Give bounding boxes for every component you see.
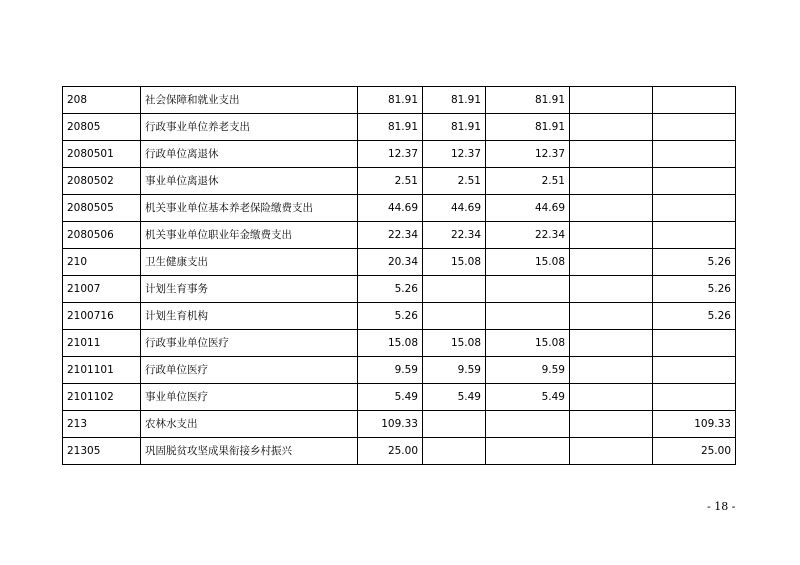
amount-cell-3: 22.34 [486,222,570,249]
amount-cell-2: 9.59 [423,357,486,384]
amount-cell-2 [423,438,486,465]
total-cell: 15.08 [358,330,423,357]
total-cell: 20.34 [358,249,423,276]
amount-cell-2: 44.69 [423,195,486,222]
amount-cell-4 [570,357,653,384]
page-number: - 18 - [707,500,736,513]
total-cell: 5.26 [358,276,423,303]
function-name-cell: 计划生育机构 [141,303,358,330]
amount-cell-3 [486,276,570,303]
table-row [63,438,736,465]
amount-cell-4 [570,438,653,465]
function-code-cell: 2080505 [63,195,141,222]
amount-cell-2: 12.37 [423,141,486,168]
amount-cell-5 [653,195,736,222]
amount-cell-4 [570,384,653,411]
amount-cell-5 [653,87,736,114]
function-code-cell: 2100716 [63,303,141,330]
amount-cell-5: 109.33 [653,411,736,438]
amount-cell-2: 5.49 [423,384,486,411]
table-row [63,114,736,141]
total-cell: 9.59 [358,357,423,384]
function-code-cell: 2080506 [63,222,141,249]
amount-cell-5 [653,114,736,141]
amount-cell-3: 2.51 [486,168,570,195]
function-name-cell: 计划生育事务 [141,276,358,303]
function-name-cell: 行政事业单位养老支出 [141,114,358,141]
function-code-cell: 21011 [63,330,141,357]
amount-cell-4 [570,114,653,141]
total-cell: 81.91 [358,87,423,114]
table-row [63,249,736,276]
function-name-cell: 行政事业单位医疗 [141,330,358,357]
amount-cell-3: 81.91 [486,87,570,114]
function-name-cell: 行政单位医疗 [141,357,358,384]
function-name-cell: 行政单位离退休 [141,141,358,168]
function-name-cell: 事业单位离退休 [141,168,358,195]
total-cell: 22.34 [358,222,423,249]
amount-cell-4 [570,249,653,276]
table-row [63,330,736,357]
amount-cell-3 [486,438,570,465]
total-cell: 5.26 [358,303,423,330]
amount-cell-3: 15.08 [486,330,570,357]
amount-cell-3: 12.37 [486,141,570,168]
amount-cell-5 [653,168,736,195]
amount-cell-3: 81.91 [486,114,570,141]
amount-cell-5 [653,384,736,411]
amount-cell-3: 5.49 [486,384,570,411]
function-name-cell: 事业单位医疗 [141,384,358,411]
amount-cell-2: 15.08 [423,249,486,276]
amount-cell-4 [570,276,653,303]
amount-cell-2: 15.08 [423,330,486,357]
table-body [63,87,736,465]
function-name-cell: 巩固脱贫攻坚成果衔接乡村振兴 [141,438,358,465]
amount-cell-4 [570,195,653,222]
amount-cell-4 [570,141,653,168]
amount-cell-2 [423,276,486,303]
amount-cell-4 [570,330,653,357]
table-row [63,411,736,438]
amount-cell-2: 2.51 [423,168,486,195]
amount-cell-2: 81.91 [423,87,486,114]
total-cell: 25.00 [358,438,423,465]
total-cell: 5.49 [358,384,423,411]
function-code-cell: 2080502 [63,168,141,195]
amount-cell-3 [486,411,570,438]
amount-cell-4 [570,411,653,438]
table-row [63,141,736,168]
amount-cell-3: 15.08 [486,249,570,276]
function-code-cell: 208 [63,87,141,114]
function-code-cell: 21305 [63,438,141,465]
function-name-cell: 社会保障和就业支出 [141,87,358,114]
amount-cell-5: 5.26 [653,276,736,303]
table-row [63,384,736,411]
amount-cell-4 [570,222,653,249]
function-code-cell: 2101102 [63,384,141,411]
function-code-cell: 2080501 [63,141,141,168]
amount-cell-2 [423,303,486,330]
table-row [63,87,736,114]
total-cell: 2.51 [358,168,423,195]
function-name-cell: 机关事业单位基本养老保险缴费支出 [141,195,358,222]
function-code-cell: 213 [63,411,141,438]
amount-cell-5 [653,222,736,249]
amount-cell-2: 22.34 [423,222,486,249]
function-name-cell: 卫生健康支出 [141,249,358,276]
total-cell: 12.37 [358,141,423,168]
amount-cell-5 [653,357,736,384]
function-name-cell: 机关事业单位职业年金缴费支出 [141,222,358,249]
amount-cell-3: 9.59 [486,357,570,384]
function-code-cell: 21007 [63,276,141,303]
amount-cell-4 [570,87,653,114]
amount-cell-5: 25.00 [653,438,736,465]
amount-cell-3: 44.69 [486,195,570,222]
amount-cell-5 [653,141,736,168]
total-cell: 81.91 [358,114,423,141]
amount-cell-2: 81.91 [423,114,486,141]
amount-cell-5: 5.26 [653,249,736,276]
budget-table [62,86,736,465]
table-row [63,195,736,222]
function-code-cell: 2101101 [63,357,141,384]
function-name-cell: 农林水支出 [141,411,358,438]
table-row [63,168,736,195]
amount-cell-5 [653,330,736,357]
amount-cell-3 [486,303,570,330]
table-row [63,303,736,330]
total-cell: 109.33 [358,411,423,438]
amount-cell-2 [423,411,486,438]
function-code-cell: 210 [63,249,141,276]
table-row [63,357,736,384]
amount-cell-4 [570,168,653,195]
table-row [63,222,736,249]
amount-cell-5: 5.26 [653,303,736,330]
table-row [63,276,736,303]
amount-cell-4 [570,303,653,330]
total-cell: 44.69 [358,195,423,222]
function-code-cell: 20805 [63,114,141,141]
